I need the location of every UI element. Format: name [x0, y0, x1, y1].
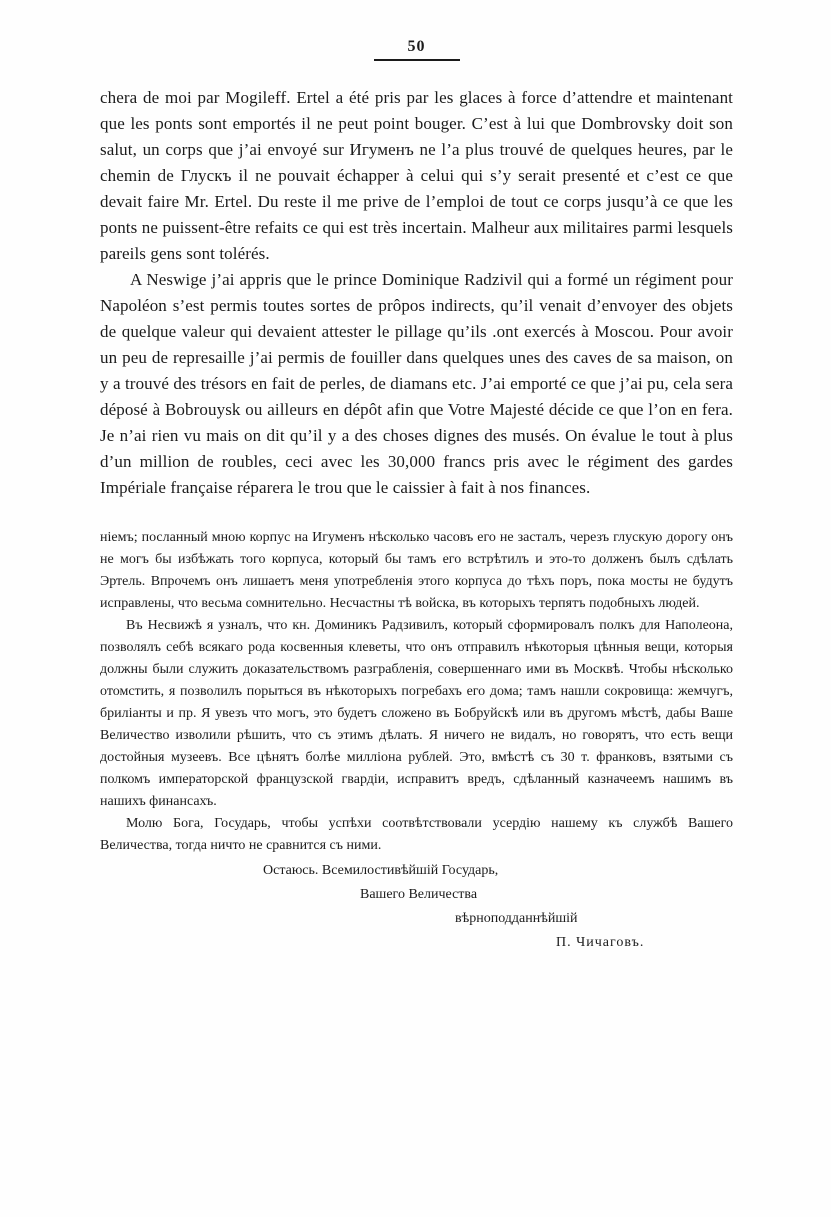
- french-text-section: [100, 85, 733, 501]
- russian-footnote-section: [100, 527, 733, 955]
- letter-closing: [100, 859, 733, 955]
- closing-line-2: Вашего Величества: [360, 887, 478, 902]
- page-header: [100, 38, 733, 61]
- french-paragraph-2: A Neswige j’ai appris que le prince Dominique Radzivil qui a formé un régiment pour Napoléon s’est permis toutes sortes de prôpos indirects, qu’il venait d’envoyer des objets de quelque valeur qui devaient attester le pillage qu’ils .ont exercés à Moscou. Pour avoir un peu de represaille j’ai permis de fouiller dans quelques unes des caves de sa maison, on y a trouvé des trésors en fait de perles, de diamans etc. J’ai emporté ce que j’ai pu, cela sera déposé à Bobrouysk ou ailleurs en dépôt afin que Votre Majesté décide ce que l’on en fera. Je n’ai rien vu mais on dit qu’il y a des choses dignes des musés. On évalue le tout à plus d’un million de roubles, ceci avec les 30,000 francs pris avec le régiment des gardes Impériale française réparera le trou que le caissier à fait à nos finances.: [100, 270, 733, 497]
- closing-line-1: Остаюсь. Всемилостивѣйшій Государь,: [263, 863, 499, 878]
- russian-paragraph-3: Молю Бога, Государь, чтобы успѣхи соотвѣтствовали усердію нашему къ службѣ Вашего Величества, тогда ничто не сравнится съ ними.: [100, 816, 733, 853]
- page-number: 50: [374, 38, 460, 61]
- russian-paragraph-2: Въ Несвижѣ я узналъ, что кн. Доминикъ Радзивилъ, который сформировалъ полкъ для Наполеона, позволялъ себѣ всякаго рода косвенныя клеветы, что онъ отправилъ нѣкоторыя цѣнныя вещи, которыя должны были служить доказательствомъ разграбленія, совершеннаго ими въ Москвѣ. Чтобы нѣсколько отомстить, я позволилъ порыться въ нѣкоторыхъ погребахъ его дома; тамъ нашли сокровища: жемчугъ, бриліанты и пр. Я увезъ что могъ, это будетъ сложено въ Бобруйскѣ или въ другомъ мѣстѣ, дабы Ваше Величество изволили рѣшить, что съ этимъ дѣлать. Я ничего не видалъ, но говорятъ, что есть вещи достойныя музеевъ. Все цѣнятъ болѣе милліона рублей. Это, вмѣстѣ съ 30 т. франковъ, взятыми съ полкомъ императорской французской гвардіи, исправитъ вредъ, сдѣланный казначеемъ нашимъ въ нашихъ финансахъ.: [100, 618, 733, 809]
- signature: П. Чичаговъ.: [556, 935, 645, 950]
- french-paragraph-1: chera de moi par Mogileff. Ertel a été pris par les glaces à force d’attendre et maintenant que les ponts sont emportés il ne peut point bouger. C’est à lui que Dombrovsky doit son salut, un corps que j’ai envoyé sur Игуменъ ne l’a plus trouvé de quelques heures, par le chemin de Глускъ il ne pouvait échapper à celui qui s’y serait presenté et c’est ce que devait faire Mr. Ertel. Du reste il me prive de l’emploi de tout ce corps jusqu’à ce que les ponts ne puissent-être refaits ce qui est très incertain. Malheur aux militaires parmi lesquels pareils gens sont tolérés.: [100, 88, 733, 263]
- russian-paragraph-1: ніемъ; посланный мною корпус на Игуменъ нѣсколько часовъ его не засталъ, черезъ глускую дорогу онъ не могъ бы избѣжать того корпуса, который бы тамъ его встрѣтилъ и это-то долженъ былъ сдѣлать Эртель. Впрочемъ онъ лишаетъ меня употребленія этого корпуса до тѣхъ поръ, пока мосты не будутъ исправлены, что весьма сомнительно. Несчастны тѣ войска, въ которыхъ терпятъ подобныхъ людей.: [100, 530, 733, 611]
- closing-line-3: вѣрноподданнѣйшій: [455, 911, 578, 926]
